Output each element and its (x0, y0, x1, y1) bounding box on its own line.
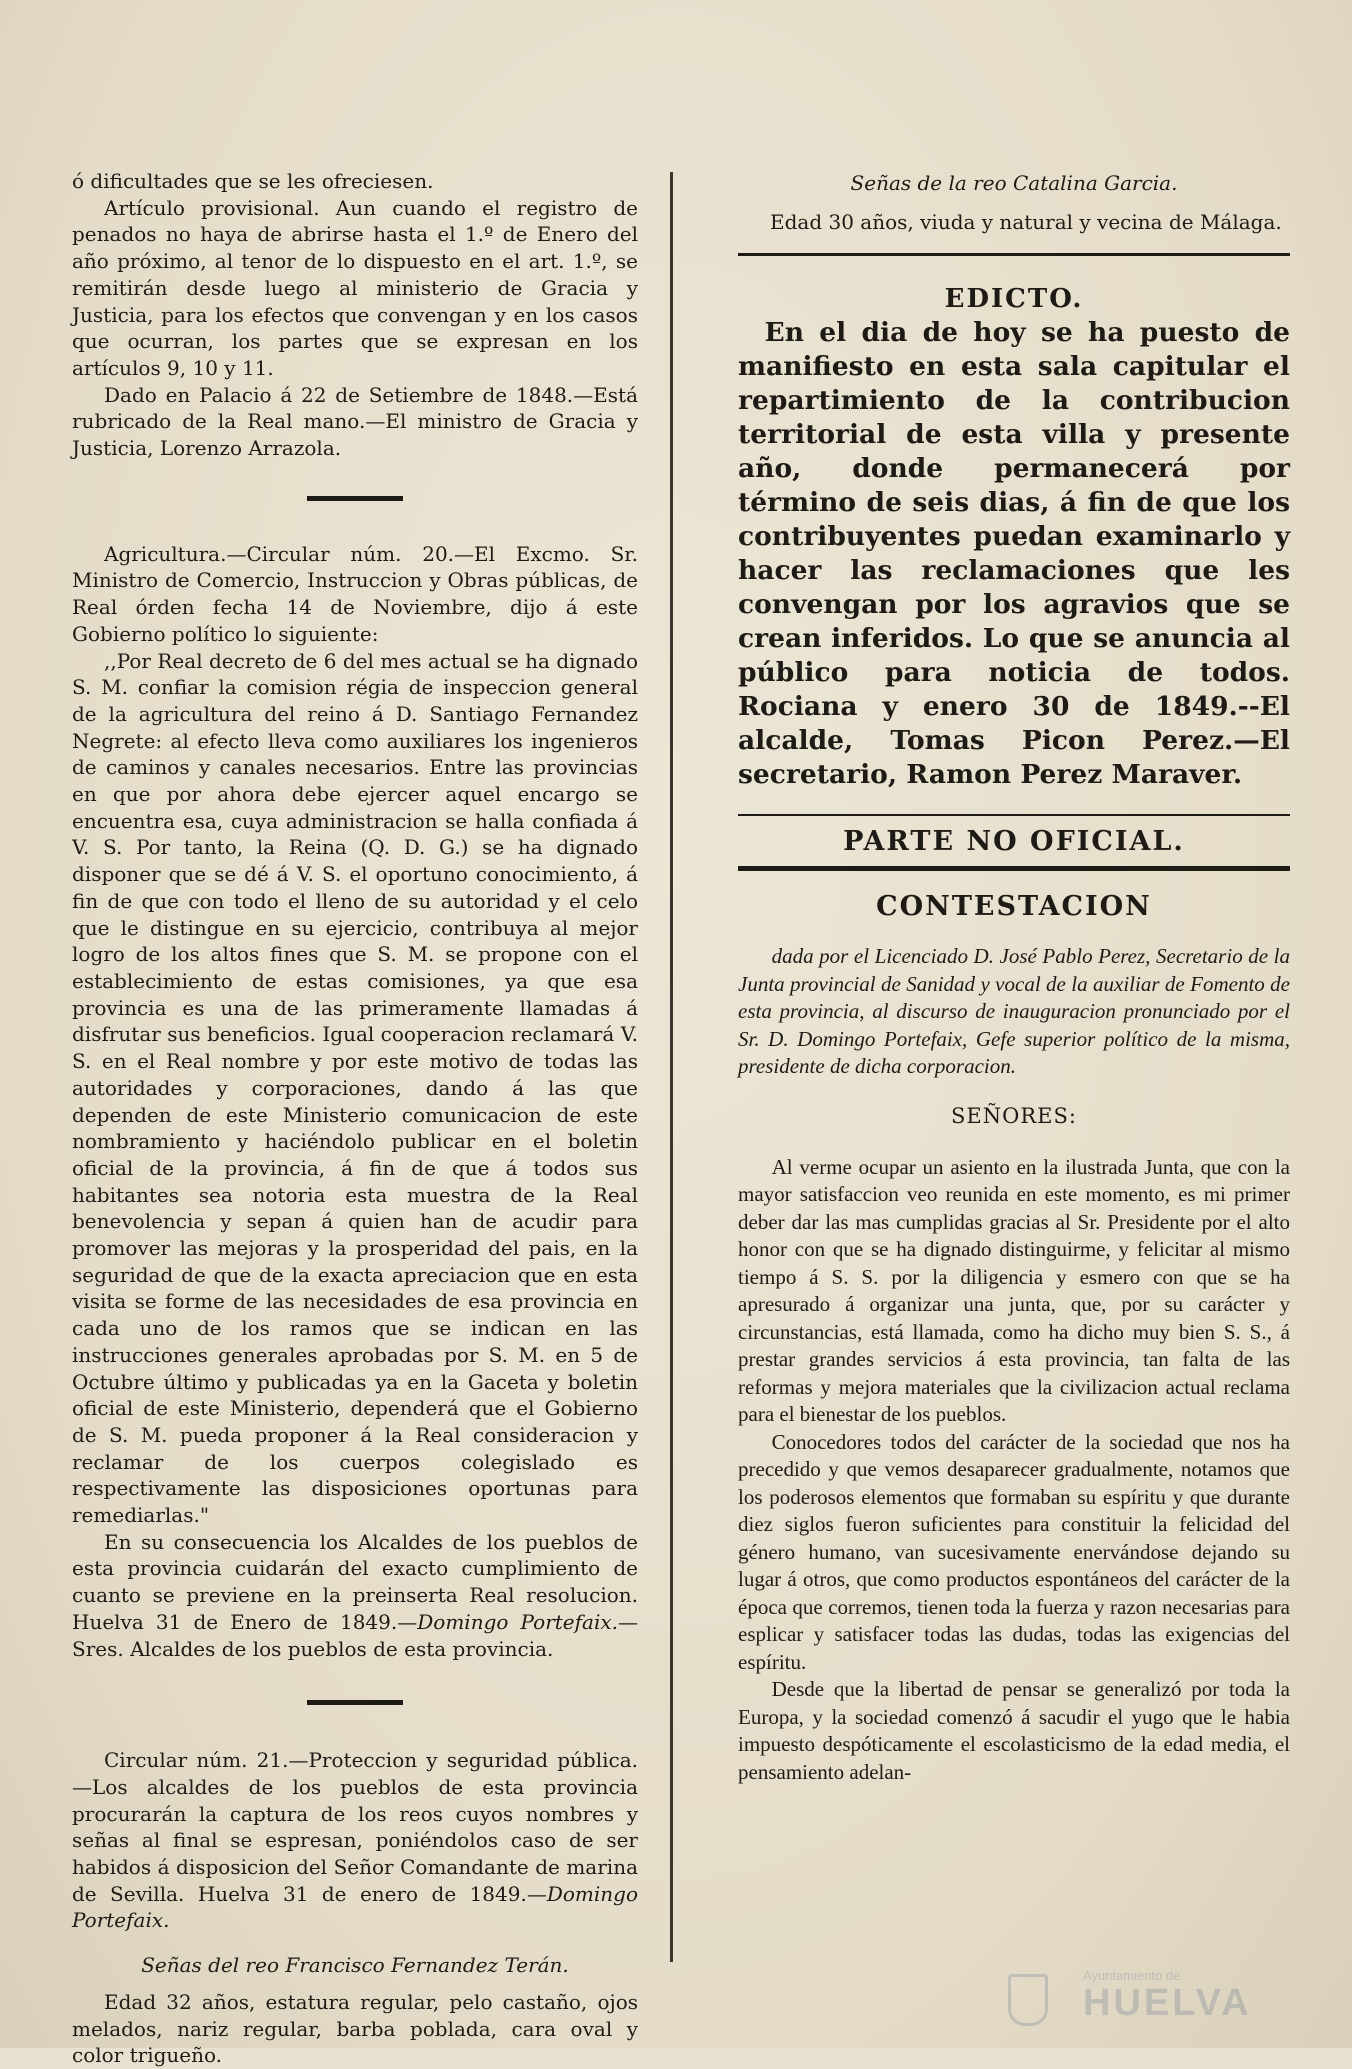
section-title: PARTE NO OFICIAL. (843, 826, 1185, 858)
addressee-line: — Sres. Alcaldes de los pueblos de esta provincia. (72, 1609, 639, 1661)
date-line: Huelva 31 de enero de 1849.— (197, 1881, 547, 1906)
paragraph: Dado en Palacio á 22 de Setiembre de 1848.—Está rubricado de la Real mano.—El ministro de Gracia y Justicia, Lorenzo Arrazola. (72, 382, 638, 461)
paragraph: ,,Por Real decreto de 6 del mes actual se ha dignado S. M. confiar la comision régia de inspeccion general de la agricultura del reino á D. Santiago Fernandez Negrete: al efecto lleva como auxiliares los ingenieros de caminos y canales necesarios. Entre las provincias en que por ahora debe ejercer aquel encargo se encuentra esa, cuya administracion se halla confiada á V. S. Por tanto, la Reina (Q. D. G.) se ha dignado disponer que se dé á V. S. el oportuno conocimiento, á fin de que con todo el lleno de su autoridad y el celo que le distingue en su ejercicio, contribuya al mejor logro de los altos fines que S. M. se propone con el establecimiento de estas comisiones, ya que esa provincia es una de las primeramente llamadas á disfrutar sus beneficios. Igual cooperacion reclamará V. S. en el Real nombre y por este motivo de todas las autoridades y corporaciones, dando á las que dependen de este Ministerio comunicacion de este nombramiento y haciéndolo publicar en el boletin oficial de la provincia, á fin de que á todos sus habitantes sea notoria esta muestra de la Real benevolencia y sepan á quien han de acudir para promover las mejoras y la prosperidad del pais, en la seguridad de que de la exacta apreciacion que en esta visita se forme de las necesidades de esa provincia en cada uno de los ramos que se indican en las instrucciones generales aprobadas por S. M. en 5 de Octubre último y publicadas ya en la Gaceta y boletin oficial de este Ministerio, dependerá que el Gobierno de S. M. pueda proponer á la Real consideracion y reclamar de los cuerpos colegislado es respectivamente las disposiciones oportunas para remediarlas." (72, 648, 638, 1528)
contestacion-subtitle: dada por el Licenciado D. José Pablo Perez, Secretario de la Junta provincial de Sanidad y vocal de la auxiliar de Fomento de esta provincia, al discurso de inauguracion pronunciado por el Sr. D. Domingo Portefaix, Gefe superior político de la misma, presidente de dicha corporacion. (738, 944, 1290, 1079)
heading-reo-2: Señas de la reo Catalina Garcia. (850, 171, 1178, 195)
paragraph: Agricultura.—Circular núm. 20.—El Excmo. Sr. Ministro de Comercio, Instruccion y Obras públicas, de Real órden fecha 14 de Noviembre, dijo á este Gobierno político lo siguiente: (72, 541, 638, 646)
signer-name: Domingo Portefaix. (417, 1609, 619, 1634)
edicto-title: EDICTO. (944, 284, 1084, 315)
salutation: SEÑORES: (951, 1103, 1077, 1128)
paragraph: ó dificultades que se les ofreciesen. (72, 169, 434, 193)
paragraph (72, 1747, 638, 1934)
paragraph (72, 1529, 638, 1663)
date-line: Huelva 31 de Enero de 1849.— (72, 1609, 418, 1634)
left-column (72, 168, 638, 2069)
section-rule (738, 253, 1290, 256)
paragraph: Edad 30 años, viuda y natural y vecina de Málaga. (770, 209, 1282, 234)
paragraph-text: Circular núm. 21.—Proteccion y seguridad pública. —Los alcaldes de los pueblos de esta provincia procurarán la captura de los reos cuyos nombres y señas al final se espresan, poniéndolos caso de ser habidos á disposicion del Señor Comandante de marina de Sevilla. (72, 1748, 638, 1906)
right-column (738, 170, 1290, 1786)
watermark-logo (1008, 1968, 1288, 2028)
watermark-title: HUELVA (1083, 1982, 1252, 2024)
column-divider (670, 172, 673, 1962)
paragraph: Conocedores todos del carácter de la sociedad que nos ha precedido y que vemos desaparecer gradualmente, notamos que los poderosos elementos que formaban su espíritu y que durante diez siglos fueron suficientes para constituir la felicidad del género humano, van sucesivamente enervándose dejando su lugar á otros, que como productos espontáneos del carácter de la época que corremos, tienen toda la fuerza y razon necesarias para esplicar y satisfacer todas las dudas, todas las exigencias del espíritu. (738, 1429, 1290, 1674)
paragraph: Edad 32 años, estatura regular, pelo castaño, ojos melados, nariz regular, barba poblada, cara oval y color trigueño. (72, 1989, 638, 2068)
edicto-text: En el dia de hoy se ha puesto de manifiesto en esta sala capitular el repartimiento de la contribucion territorial de esta villa y presente año, donde permanecerá por término de seis dias, á fin de que los contribuyentes puedan examinarlo y hacer las reclamaciones que les convengan por los agravios que se crean inferidos. Lo que se anuncia al público para noticia de todos. Rociana y enero 30 de 1849.--El alcalde, Tomas Picon Perez.—El secretario, Ramon Perez Maraver. (738, 317, 1290, 791)
signer-name: Domingo Portefaix. (72, 1881, 639, 1933)
paragraph: Artículo provisional. Aun cuando el registro de penados no haya de abrirse hasta el 1.º de Enero del año próximo, al tenor de lo dispuesto en el art. 1.º, se remitirán desde luego al ministerio de Gracia y Justicia, para los efectos que convengan y en los casos que ocurran, los partes que se expresan en los artículos 9, 10 y 11. (72, 195, 638, 380)
watermark-subtitle: Ayuntamiento de (1083, 1968, 1181, 1983)
paragraph: Desde que la libertad de pensar se generalizó por toda la Europa, y la sociedad comenzó á sacudir el yugo que le habia impuesto despóticamente el escolasticismo de la edad media, el pensamiento adelan- (738, 1677, 1290, 1784)
paragraph: Al verme ocupar un asiento en la ilustrada Junta, que con la mayor satisfaccion veo reunida en este momento, es mi primer deber dar las mas cumplidas gracias al Sr. Presidente por el alto honor con que se ha dignado distinguirme, y felicitar al mismo tiempo á S. S. por la diligencia y esmero con que se ha apresurado á organizar una junta, que, por su carácter y circunstancias, está llamada, como ha dicho muy bien S. S., á prestar grandes servicios á esta provincia, tan falta de las reformas y mejora materiales que la civilizacion actual reclama para el bienestar de los pueblos. (738, 1154, 1290, 1427)
crest-icon (1008, 1974, 1048, 2026)
paragraph-text: En su consecuencia los Alcaldes de los pueblos de esta provincia cuidarán del exacto cumplimiento de cuanto se previene en la preinserta Real resolucion. (72, 1529, 638, 1608)
heading-reo-1: Señas del reo Francisco Fernandez Terán. (141, 1953, 569, 1978)
contestacion-title: CONTESTACION (876, 891, 1152, 923)
